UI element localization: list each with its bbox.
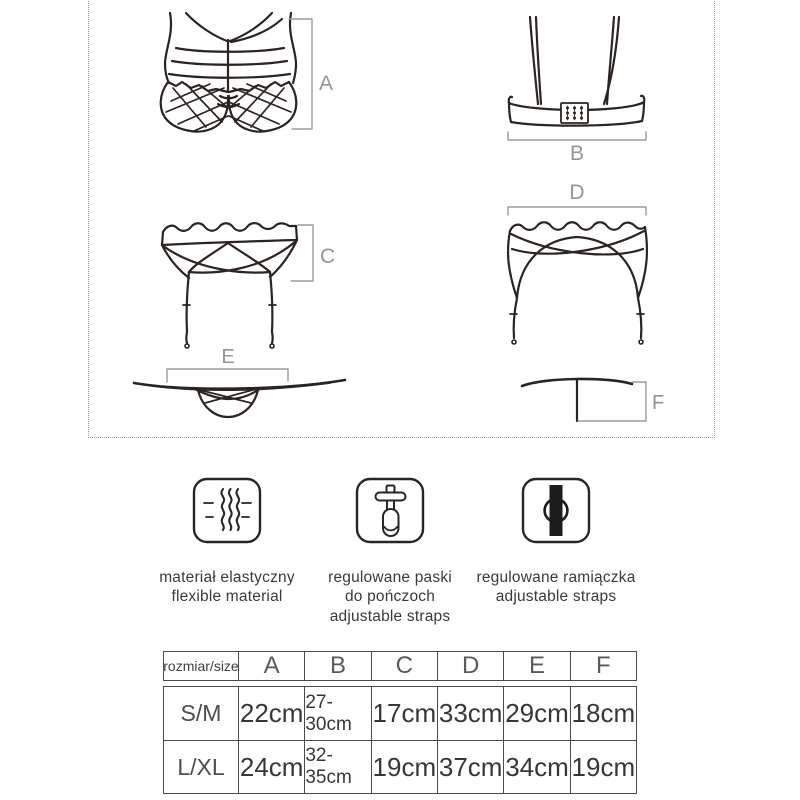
table-header-cell-a: A bbox=[238, 652, 304, 680]
table-row-size-label: S/M bbox=[180, 700, 222, 726]
feature-text-line: regulowane ramiączka bbox=[476, 569, 636, 586]
table-header-cell-d: D bbox=[437, 652, 503, 680]
table-header-cell-c: C bbox=[371, 652, 437, 680]
table-header-cell-b: B bbox=[304, 652, 370, 680]
garter-back-figure bbox=[508, 222, 647, 344]
table-cell: 32-35cm bbox=[304, 740, 370, 793]
measure-f-label: F bbox=[652, 392, 665, 414]
measure-b-bracket bbox=[508, 132, 646, 165]
measure-a-label: A bbox=[319, 72, 334, 95]
feature-text-line: flexible material bbox=[171, 588, 283, 606]
table-cell: 22cm bbox=[238, 687, 304, 740]
feature-text-line: adjustable straps bbox=[329, 607, 451, 625]
table-cell: 19cm bbox=[371, 740, 437, 793]
size-table bbox=[163, 651, 637, 794]
garter-front-figure bbox=[162, 223, 297, 348]
measure-d-label: D bbox=[569, 181, 585, 204]
table-cell: 24cm bbox=[238, 740, 304, 793]
size-table-body bbox=[163, 686, 637, 794]
feature-text-line: adjustable straps bbox=[495, 588, 617, 606]
table-cell: 37cm bbox=[437, 740, 503, 793]
measure-c-label: C bbox=[320, 245, 336, 268]
table-header-cell-e: E bbox=[503, 652, 569, 680]
feature-text-line: regulowane paski bbox=[328, 569, 452, 586]
panties-back-figure bbox=[522, 379, 632, 421]
flexible-material-icon bbox=[192, 477, 262, 544]
garter-clip-icon bbox=[355, 477, 425, 544]
table-cell: 33cm bbox=[437, 687, 503, 740]
measure-f-bracket bbox=[578, 382, 664, 421]
feature-text-line: materiał elastyczny bbox=[159, 569, 295, 586]
panties-front-figure bbox=[134, 380, 345, 417]
table-header-cell-f: F bbox=[570, 652, 636, 680]
size-table-header bbox=[163, 651, 637, 681]
table-row-size-label: L/XL bbox=[164, 740, 238, 793]
table-cell: 29cm bbox=[503, 687, 569, 740]
feature-text-line: do pończoch bbox=[344, 588, 436, 606]
table-cell: 19cm bbox=[570, 740, 636, 793]
table-cell: 27-30cm bbox=[304, 687, 370, 740]
bra-back-figure bbox=[509, 17, 645, 126]
feature-adjustable-straps bbox=[446, 477, 666, 607]
table-cell: 18cm bbox=[570, 687, 636, 740]
table-cell: 34cm bbox=[503, 740, 569, 793]
measure-d-bracket bbox=[508, 181, 646, 215]
table-cell: 17cm bbox=[371, 687, 437, 740]
adjustable-strap-icon bbox=[521, 477, 591, 544]
bra-front-figure bbox=[161, 13, 297, 132]
measure-e-bracket bbox=[167, 346, 288, 382]
table-corner-label: rozmiar/size bbox=[163, 658, 239, 674]
measure-b-label: B bbox=[569, 142, 585, 165]
measure-e-label: E bbox=[221, 346, 235, 368]
